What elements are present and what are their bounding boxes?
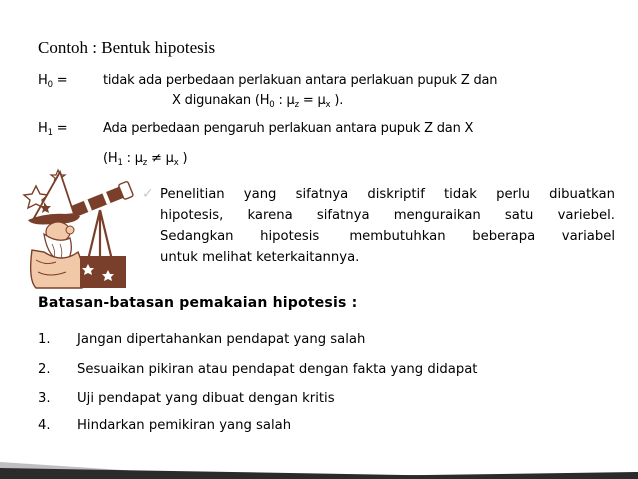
limit-item-1-num: 1. bbox=[38, 332, 51, 347]
h1-line1: Ada perbedaan pengaruh perlakuan antara pupuk Z dan X bbox=[103, 121, 474, 136]
limit-item-4-num: 4. bbox=[38, 418, 51, 433]
limit-item-3-text: Uji pendapat yang dibuat dengan kritis bbox=[77, 391, 335, 406]
h0-line2: X digunakan ($H_0$ : $\mu_z = \mu_x$ ). bbox=[172, 93, 344, 110]
limits-heading: Batasan-batasan pemakaian hipotesis : bbox=[38, 295, 358, 311]
limit-item-3-num: 3. bbox=[38, 391, 51, 406]
h0-label: $H_0$ = bbox=[38, 73, 68, 90]
limit-item-4-text: Hindarkan pemikiran yang salah bbox=[77, 418, 292, 433]
paragraph-line-3: Sedangkan hipotesis membutuhkan beberapa variabel bbox=[160, 229, 615, 244]
limit-item-1-text: Jangan dipertahankan pendapat yang salah bbox=[77, 332, 366, 347]
limit-item-2-num: 2. bbox=[38, 362, 51, 377]
wizard-with-telescope-icon bbox=[22, 160, 147, 292]
slide-title: Contoh : Bentuk hipotesis bbox=[38, 38, 216, 57]
paragraph-line-4: untuk melihat keterkaitannya. bbox=[160, 250, 360, 265]
paragraph-line-1: Penelitian yang sifatnya diskriptif tidak perlu dibuatkan bbox=[160, 187, 615, 202]
explanation-paragraph bbox=[160, 184, 615, 268]
h1-label: $H_1$ = bbox=[38, 121, 68, 138]
h1-line2: ($H_1$ : $\mu_z \ne \mu_x$ ) bbox=[103, 151, 188, 168]
paragraph-line-2: hipotesis, karena sifatnya menguraikan satu variebel. bbox=[160, 208, 615, 223]
limit-item-2-text: Sesuaikan pikiran atau pendapat dengan fakta yang didapat bbox=[77, 362, 478, 377]
footer-decoration bbox=[0, 462, 638, 479]
checkmark-bullet-icon: ✓ bbox=[142, 186, 154, 202]
h0-line1: tidak ada perbedaan perlakuan antara perlakuan pupuk Z dan bbox=[103, 73, 498, 88]
